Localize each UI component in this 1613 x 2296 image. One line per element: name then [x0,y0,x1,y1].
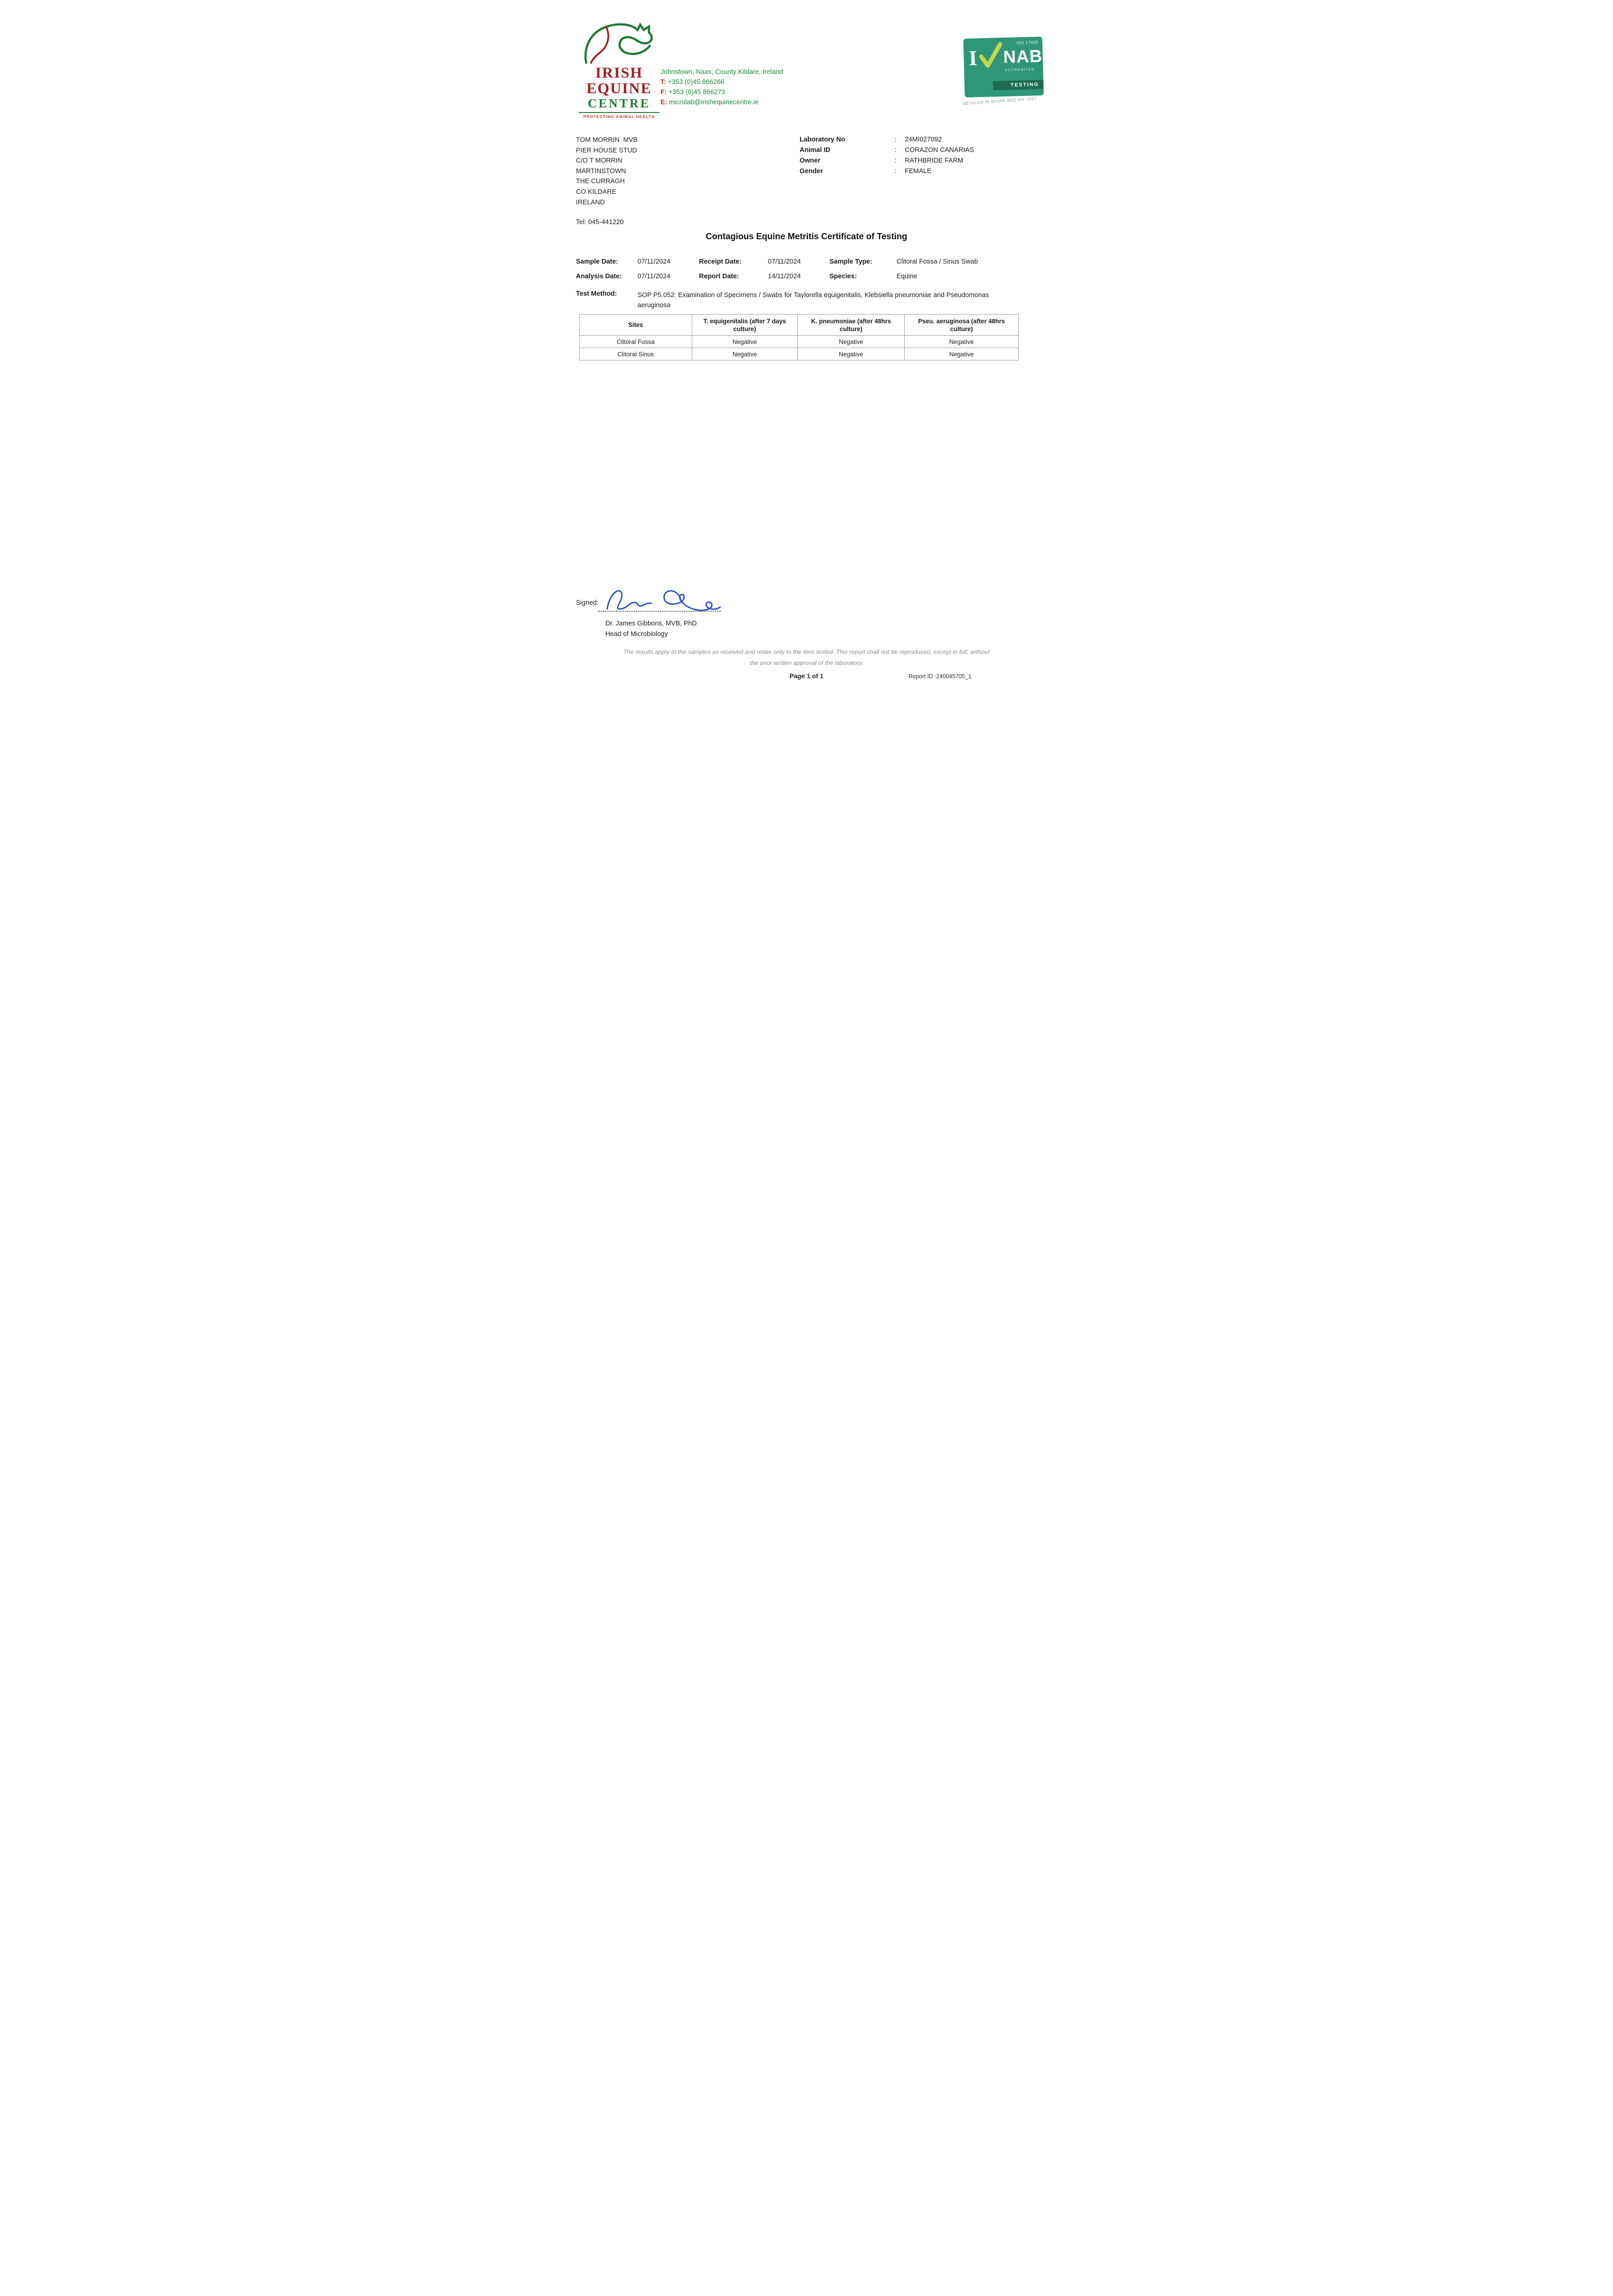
site-cell: Clitoral Sinus [580,348,692,360]
lab-email: E: microlab@irishequinecentre.ie [660,99,759,106]
result-cell: Negative [692,336,798,348]
inab-accredited-label: ACCREDITED [1005,67,1035,72]
gender-value: FEMALE [905,168,932,175]
fax-label: F: [660,89,667,96]
header-pseu-aeruginosa: Pseu. aeruginosa (after 48hrs culture) [905,315,1019,336]
inab-scope-text: DETAILED IN SCOPE REG NO. 151T [962,96,1038,106]
signature-dotted-line [598,611,721,612]
lab-phone: T: +353 (0)45 866266 [660,79,725,86]
inab-letters-nab: NAB [1003,46,1043,67]
case-label: Gender [800,168,823,175]
result-cell: Negative [905,348,1019,360]
logo-tagline: PROTECTING ANIMAL HEALTH [583,114,655,119]
addressee-telephone: Tel: 045-441220 [576,219,624,226]
table-row [580,336,1019,348]
report-id: Report ID :240045705_1 [908,673,971,680]
certificate-title: Contagious Equine Metritis Certificate of Testing [705,232,908,242]
signed-label: Signed: [576,599,599,607]
addressee-line: THE CURRAGH [576,178,625,186]
analysis-date-label: Analysis Date: [576,273,622,280]
sample-type-label: Sample Type: [829,258,873,265]
case-label: Animal ID [800,146,830,154]
sample-date-label: Sample Date: [576,258,618,265]
sample-date-value: 07/11/2024 [637,258,671,265]
signature-handwriting-icon [599,582,723,618]
analysis-date-value: 07/11/2024 [637,273,671,280]
addressee-line: MARTINSTOWN [576,167,626,175]
case-colon: : [895,136,897,143]
receipt-date-value: 07/11/2024 [768,258,801,265]
animal-id-value: CORAZON CANARIAS [905,146,974,154]
disclaimer-line-1: The results apply to the samples as received and relate only to the item tested. This report shall not be reproduced, except in full, without [623,648,990,655]
report-date-value: 14/11/2024 [768,273,801,280]
page-number: Page 1 of 1 [790,672,823,680]
table-row [580,348,1019,360]
laboratory-no-value: 24MI027092 [905,136,942,143]
inab-letter-i: I [968,46,978,70]
species-label: Species: [829,273,857,280]
receipt-date-label: Receipt Date: [699,258,742,265]
owner-value: RATHBRIDE FARM [905,157,964,164]
species-value: Equine [897,273,918,280]
report-date-label: Report Date: [699,273,739,280]
irish-equine-centre-logo [578,21,660,119]
addressee-line: CO KILDARE [576,188,616,196]
case-colon: : [895,168,897,175]
case-info-row [800,168,974,178]
test-method-label: Test Method: [576,290,617,298]
addressee-line: C/O T MORRIN [576,157,622,165]
inab-testing-band: TESTING [993,80,1043,90]
case-info-row [800,136,974,146]
result-cell: Negative [905,336,1019,348]
lab-fax: F: +353 (0)45 866273 [660,89,725,96]
results-table [579,314,1019,360]
logo-divider [579,112,660,113]
phone-label: T: [660,79,666,86]
addressee-block [576,135,637,208]
email-label: E: [660,99,667,106]
result-cell: Negative [692,348,798,360]
case-label: Owner [800,157,821,164]
disclaimer-line-2: the prior written approval of the laboratory. [750,659,863,666]
test-method-value: SOP P5.052: Examination of Specimens / Swabs for Taylorella equigenitalis, Klebsiella pneumoniae and Pseudomonas aeruginosa [637,292,989,309]
lab-address: Johnstown, Naas, County Kildare, Ireland [660,68,783,76]
header-t-equigenitalis: T. equigenitalis (after 7 days culture) [692,315,798,336]
iso-standard-label: ISO 17025 [1016,40,1038,45]
certificate-page [554,0,1059,719]
check-icon [977,41,1005,70]
results-header-row [580,315,1019,336]
header-k-pneumoniae: K. pneumoniae (after 48hrs culture) [798,315,905,336]
case-info-block [800,136,974,178]
case-colon: : [895,146,897,154]
signatory-name: Dr. James Gibbons, MVB, PhD [605,620,697,627]
header-sites: Sites [580,315,692,336]
logo-word-irish: IRISH [595,65,643,81]
logo-word-equine: EQUINE [586,80,652,97]
horse-logo-icon [580,21,659,65]
signatory-role: Head of Microbiology [605,630,668,638]
inab-accreditation-badge [963,37,1043,97]
lab-contact-block [660,67,783,107]
logo-word-centre: CENTRE [587,96,651,110]
addressee-line: PIER HOUSE STUD [576,146,637,154]
addressee-line: IRELAND [576,198,605,206]
case-colon: : [895,157,897,164]
sample-type-value: Clitoral Fossa / Sinus Swab [897,258,978,265]
addressee-line: TOM MORRIN MVB [576,136,638,144]
result-cell: Negative [798,336,905,348]
site-cell: Clitoral Fossa [580,336,692,348]
case-info-row [800,157,974,168]
result-cell: Negative [798,348,905,360]
case-label: Laboratory No [800,136,846,143]
case-info-row [800,146,974,157]
